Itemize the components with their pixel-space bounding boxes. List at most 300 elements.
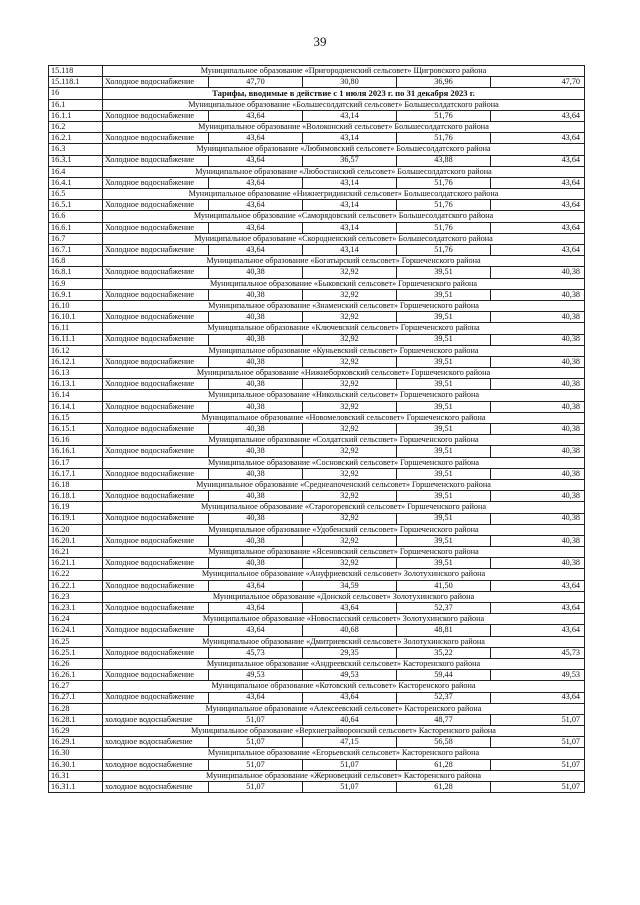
tariff-value-3: 48,81	[397, 625, 491, 636]
row-number: 15.118.1	[49, 77, 103, 88]
row-number: 16.28	[49, 703, 103, 714]
municipality-name: Муниципальное образование «Ключевский сельсовет» Горшеченского района	[103, 323, 585, 334]
row-number: 16.21.1	[49, 558, 103, 569]
tariff-value-2: 32,92	[303, 267, 397, 278]
tariff-value-1: 51,07	[209, 714, 303, 725]
row-number: 16.15.1	[49, 424, 103, 435]
municipality-name: Муниципальное образование «Быковский сельсовет» Горшеченского района	[103, 278, 585, 289]
tariff-value-3: 48,77	[397, 714, 491, 725]
municipality-row	[49, 99, 585, 110]
tariff-value-1: 43,64	[209, 133, 303, 144]
tariff-row	[49, 513, 585, 524]
municipality-row	[49, 502, 585, 513]
tariff-value-2: 32,92	[303, 446, 397, 457]
tariff-value-1: 47,70	[209, 77, 303, 88]
municipality-row	[49, 770, 585, 781]
tariff-value-1: 40,38	[209, 446, 303, 457]
service-name: холодное водоснабжение	[103, 737, 209, 748]
municipality-row	[49, 658, 585, 669]
tariff-value-2: 51,07	[303, 782, 397, 793]
municipality-name: Муниципальное образование «Котовский сельсовет» Касторенского района	[103, 681, 585, 692]
row-number: 16.23	[49, 591, 103, 602]
tariff-value-3: 39,51	[397, 356, 491, 367]
tariff-value-1: 40,38	[209, 289, 303, 300]
tariff-row	[49, 334, 585, 345]
tariff-value-2: 32,92	[303, 424, 397, 435]
row-number: 15.118	[49, 66, 103, 77]
tariff-value-1: 43,64	[209, 625, 303, 636]
tariff-value-4: 43,64	[491, 245, 585, 256]
municipality-name: Муниципальное образование «Нижнегридинский сельсовет» Большесолдатского района	[103, 189, 585, 200]
municipality-row	[49, 681, 585, 692]
tariff-value-2: 43,14	[303, 110, 397, 121]
tariff-value-4: 40,38	[491, 535, 585, 546]
municipality-row	[49, 547, 585, 558]
row-number: 16.16.1	[49, 446, 103, 457]
service-name: Холодное водоснабжение	[103, 446, 209, 457]
tariff-row	[49, 714, 585, 725]
service-name: Холодное водоснабжение	[103, 245, 209, 256]
row-number: 16.13.1	[49, 379, 103, 390]
municipality-row	[49, 412, 585, 423]
tariff-row	[49, 468, 585, 479]
municipality-name: Муниципальное образование «Любимовский сельсовет» Большесолдатского района	[103, 144, 585, 155]
municipality-row	[49, 726, 585, 737]
row-number: 16.12.1	[49, 356, 103, 367]
tariff-value-3: 39,51	[397, 267, 491, 278]
tariff-value-3: 59,44	[397, 670, 491, 681]
tariff-value-1: 40,38	[209, 424, 303, 435]
row-number: 16.4.1	[49, 177, 103, 188]
tariff-value-4: 40,38	[491, 267, 585, 278]
tariff-value-1: 45,73	[209, 647, 303, 658]
municipality-name: Муниципальное образование «Старогоревский сельсовет» Горшеченского района	[103, 502, 585, 513]
row-number: 16.30.1	[49, 759, 103, 770]
tariff-row	[49, 647, 585, 658]
tariff-value-4: 43,64	[491, 200, 585, 211]
tariff-value-3: 39,51	[397, 401, 491, 412]
service-name: Холодное водоснабжение	[103, 424, 209, 435]
row-number: 16.12	[49, 345, 103, 356]
tariff-value-2: 32,92	[303, 312, 397, 323]
row-number: 16.6	[49, 211, 103, 222]
tariff-value-1: 40,38	[209, 468, 303, 479]
municipality-name: Муниципальное образование «Удобенский сельсовет» Горшеченского района	[103, 524, 585, 535]
municipality-row	[49, 166, 585, 177]
tariff-value-3: 41,50	[397, 580, 491, 591]
tariff-value-4: 40,38	[491, 312, 585, 323]
row-number: 16.8	[49, 256, 103, 267]
municipality-row	[49, 211, 585, 222]
tariff-row	[49, 245, 585, 256]
row-number: 16.23.1	[49, 603, 103, 614]
tariff-row	[49, 177, 585, 188]
municipality-row	[49, 435, 585, 446]
row-number: 16.26.1	[49, 670, 103, 681]
municipality-row	[49, 569, 585, 580]
tariff-value-3: 39,51	[397, 334, 491, 345]
tariff-value-2: 32,92	[303, 558, 397, 569]
service-name: Холодное водоснабжение	[103, 155, 209, 166]
tariff-value-2: 43,14	[303, 245, 397, 256]
row-number: 16.24	[49, 614, 103, 625]
tariff-value-3: 61,28	[397, 782, 491, 793]
tariff-value-4: 51,07	[491, 782, 585, 793]
service-name: Холодное водоснабжение	[103, 603, 209, 614]
tariff-value-3: 39,51	[397, 491, 491, 502]
row-number: 16.4	[49, 166, 103, 177]
tariff-value-1: 43,64	[209, 245, 303, 256]
tariff-value-2: 32,92	[303, 379, 397, 390]
row-number: 16.7.1	[49, 245, 103, 256]
tariff-value-3: 39,51	[397, 513, 491, 524]
tariff-value-1: 40,38	[209, 558, 303, 569]
row-number: 16.11.1	[49, 334, 103, 345]
tariff-value-2: 47,15	[303, 737, 397, 748]
row-number: 16.25	[49, 636, 103, 647]
row-number: 16.2.1	[49, 133, 103, 144]
row-number: 16.18.1	[49, 491, 103, 502]
municipality-row	[49, 66, 585, 77]
service-name: Холодное водоснабжение	[103, 289, 209, 300]
municipality-name: Муниципальное образование «Любостанский сельсовет» Большесолдатского района	[103, 166, 585, 177]
tariff-value-1: 43,64	[209, 177, 303, 188]
tariff-value-1: 51,07	[209, 782, 303, 793]
tariff-value-4: 43,64	[491, 155, 585, 166]
row-number: 16.15	[49, 412, 103, 423]
row-number: 16.6.1	[49, 222, 103, 233]
municipality-row	[49, 368, 585, 379]
row-number: 16.25.1	[49, 647, 103, 658]
row-number: 16.5	[49, 189, 103, 200]
tariff-value-2: 43,14	[303, 133, 397, 144]
municipality-name: Муниципальное образование «Богатырский сельсовет» Горшеченского района	[103, 256, 585, 267]
tariff-row	[49, 155, 585, 166]
municipality-row	[49, 121, 585, 132]
municipality-row	[49, 479, 585, 490]
row-number: 16.9	[49, 278, 103, 289]
tariff-row	[49, 446, 585, 457]
service-name: Холодное водоснабжение	[103, 133, 209, 144]
service-name: Холодное водоснабжение	[103, 177, 209, 188]
tariff-value-4: 47,70	[491, 77, 585, 88]
tariff-value-4: 43,64	[491, 580, 585, 591]
tariff-row	[49, 491, 585, 502]
row-number: 16.7	[49, 233, 103, 244]
tariff-value-1: 40,38	[209, 491, 303, 502]
tariff-value-3: 56,58	[397, 737, 491, 748]
row-number: 16.10	[49, 300, 103, 311]
tariff-value-4: 51,07	[491, 737, 585, 748]
tariff-value-2: 43,14	[303, 177, 397, 188]
service-name: Холодное водоснабжение	[103, 379, 209, 390]
tariff-value-2: 32,92	[303, 356, 397, 367]
tariff-value-2: 43,14	[303, 222, 397, 233]
row-number: 16.13	[49, 368, 103, 379]
tariff-value-4: 40,38	[491, 491, 585, 502]
service-name: Холодное водоснабжение	[103, 110, 209, 121]
tariff-row	[49, 312, 585, 323]
service-name: холодное водоснабжение	[103, 782, 209, 793]
municipality-row	[49, 278, 585, 289]
tariff-value-1: 43,64	[209, 200, 303, 211]
tariff-row	[49, 267, 585, 278]
tariff-value-2: 43,64	[303, 692, 397, 703]
row-number: 16.2	[49, 121, 103, 132]
municipality-name: Муниципальное образование «Новоспасский сельсовет» Золотухинского района	[103, 614, 585, 625]
service-name: Холодное водоснабжение	[103, 77, 209, 88]
row-number: 16.18	[49, 479, 103, 490]
tariff-value-2: 49,53	[303, 670, 397, 681]
tariff-value-2: 40,68	[303, 625, 397, 636]
row-number: 16.17	[49, 457, 103, 468]
municipality-name: Муниципальное образование «Новомеловский сельсовет» Горшеченского района	[103, 412, 585, 423]
tariff-row	[49, 379, 585, 390]
tariff-value-3: 39,51	[397, 424, 491, 435]
tariff-value-1: 40,38	[209, 312, 303, 323]
tariff-row	[49, 759, 585, 770]
municipality-row	[49, 233, 585, 244]
municipality-row	[49, 703, 585, 714]
row-number: 16.29.1	[49, 737, 103, 748]
tariff-value-2: 32,92	[303, 468, 397, 479]
tariff-value-4: 43,64	[491, 692, 585, 703]
municipality-name: Муниципальное образование «Ануфриевский сельсовет» Золотухинского района	[103, 569, 585, 580]
municipality-row	[49, 189, 585, 200]
tariff-row	[49, 222, 585, 233]
tariff-value-1: 43,64	[209, 603, 303, 614]
municipality-row	[49, 636, 585, 647]
tariff-value-1: 49,53	[209, 670, 303, 681]
service-name: Холодное водоснабжение	[103, 267, 209, 278]
tariff-value-1: 43,64	[209, 222, 303, 233]
tariff-value-3: 51,76	[397, 222, 491, 233]
tariff-value-2: 32,92	[303, 289, 397, 300]
service-name: Холодное водоснабжение	[103, 334, 209, 345]
municipality-name: Муниципальное образование «Куньевский сельсовет» Горшеченского района	[103, 345, 585, 356]
service-name: Холодное водоснабжение	[103, 513, 209, 524]
tariff-value-2: 32,92	[303, 401, 397, 412]
service-name: холодное водоснабжение	[103, 759, 209, 770]
municipality-row	[49, 300, 585, 311]
row-number: 16.9.1	[49, 289, 103, 300]
tariff-value-2: 51,07	[303, 759, 397, 770]
row-number: 16.3	[49, 144, 103, 155]
tariff-value-4: 45,73	[491, 647, 585, 658]
tariff-value-2: 40,64	[303, 714, 397, 725]
municipality-name: Муниципальное образование «Пригородненский сельсовет» Щигровского района	[103, 66, 585, 77]
tariff-row	[49, 737, 585, 748]
row-number: 16.27	[49, 681, 103, 692]
tariff-value-1: 40,38	[209, 535, 303, 546]
tariff-row	[49, 356, 585, 367]
tariff-value-3: 36,96	[397, 77, 491, 88]
row-number: 16.22.1	[49, 580, 103, 591]
tariff-value-3: 39,51	[397, 312, 491, 323]
row-number: 16.11	[49, 323, 103, 334]
tariff-value-4: 40,38	[491, 356, 585, 367]
tariff-row	[49, 580, 585, 591]
tariff-value-3: 51,76	[397, 177, 491, 188]
tariff-value-2: 32,92	[303, 334, 397, 345]
tariff-value-4: 40,38	[491, 446, 585, 457]
municipality-row	[49, 614, 585, 625]
tariff-value-3: 35,22	[397, 647, 491, 658]
tariff-value-3: 52,37	[397, 692, 491, 703]
tariff-value-4: 40,38	[491, 513, 585, 524]
row-number: 16.8.1	[49, 267, 103, 278]
row-number: 16.31.1	[49, 782, 103, 793]
municipality-name: Муниципальное образование «Большесолдатский сельсовет» Большесолдатского района	[103, 99, 585, 110]
municipality-row	[49, 390, 585, 401]
tariff-value-3: 39,51	[397, 289, 491, 300]
service-name: Холодное водоснабжение	[103, 222, 209, 233]
municipality-row	[49, 256, 585, 267]
row-number: 16.19.1	[49, 513, 103, 524]
row-number: 16.21	[49, 547, 103, 558]
tariff-value-4: 43,64	[491, 222, 585, 233]
tariff-value-1: 43,64	[209, 580, 303, 591]
municipality-row	[49, 323, 585, 334]
service-name: Холодное водоснабжение	[103, 356, 209, 367]
municipality-name: Муниципальное образование «Ясеновский сельсовет» Горшеченского района	[103, 547, 585, 558]
service-name: Холодное водоснабжение	[103, 468, 209, 479]
municipality-row	[49, 748, 585, 759]
tariff-value-1: 40,38	[209, 379, 303, 390]
tariff-value-1: 40,38	[209, 401, 303, 412]
tariff-value-2: 43,14	[303, 200, 397, 211]
tariff-value-3: 39,51	[397, 446, 491, 457]
row-number: 16.20	[49, 524, 103, 535]
tariff-value-4: 43,64	[491, 603, 585, 614]
row-number: 16.14	[49, 390, 103, 401]
section-title: Тарифы, вводимые в действие с 1 июля 2023 г. по 31 декабря 2023 г.	[103, 88, 585, 99]
tariff-row	[49, 535, 585, 546]
service-name: Холодное водоснабжение	[103, 401, 209, 412]
tariff-row	[49, 289, 585, 300]
tariff-value-1: 43,64	[209, 110, 303, 121]
row-number: 16.28.1	[49, 714, 103, 725]
tariff-row	[49, 692, 585, 703]
page-number: 39	[313, 34, 327, 49]
tariff-value-4: 43,64	[491, 177, 585, 188]
municipality-row	[49, 345, 585, 356]
tariff-row	[49, 782, 585, 793]
municipality-name: Муниципальное образование «Верхнеграйворонский сельсовет» Касторенского района	[103, 726, 585, 737]
tariff-value-4: 43,64	[491, 133, 585, 144]
tariff-row	[49, 603, 585, 614]
municipality-name: Муниципальное образование «Среднеапоченский сельсовет» Горшеченского района	[103, 479, 585, 490]
tariff-row	[49, 625, 585, 636]
section-header-row	[49, 88, 585, 99]
tariff-value-4: 51,07	[491, 714, 585, 725]
municipality-name: Муниципальное образование «Егорьевский сельсовет» Касторенского района	[103, 748, 585, 759]
service-name: Холодное водоснабжение	[103, 580, 209, 591]
service-name: Холодное водоснабжение	[103, 625, 209, 636]
municipality-name: Муниципальное образование «Знаменский сельсовет» Горшеченского района	[103, 300, 585, 311]
tariff-value-1: 43,64	[209, 155, 303, 166]
tariff-value-2: 34,59	[303, 580, 397, 591]
tariff-row	[49, 110, 585, 121]
tariff-value-1: 51,07	[209, 737, 303, 748]
tariff-row	[49, 424, 585, 435]
tariff-value-1: 40,38	[209, 334, 303, 345]
row-number: 16.20.1	[49, 535, 103, 546]
tariff-value-4: 43,64	[491, 625, 585, 636]
tariff-value-1: 43,64	[209, 692, 303, 703]
section-number: 16	[49, 88, 103, 99]
municipality-name: Муниципальное образование «Нижнеборковский сельсовет» Горшеченского района	[103, 368, 585, 379]
tariff-value-4: 40,38	[491, 558, 585, 569]
tariff-value-4: 49,53	[491, 670, 585, 681]
service-name: Холодное водоснабжение	[103, 312, 209, 323]
municipality-name: Муниципальное образование «Андреевский сельсовет» Касторенского района	[103, 658, 585, 669]
service-name: Холодное водоснабжение	[103, 647, 209, 658]
municipality-name: Муниципальное образование «Сосновский сельсовет» Горшеченского района	[103, 457, 585, 468]
tariff-value-4: 40,38	[491, 334, 585, 345]
tariff-value-1: 40,38	[209, 513, 303, 524]
tariff-value-2: 36,57	[303, 155, 397, 166]
tariff-value-4: 51,07	[491, 759, 585, 770]
tariff-value-3: 39,51	[397, 535, 491, 546]
service-name: Холодное водоснабжение	[103, 558, 209, 569]
municipality-name: Муниципальное образование «Жерновецкий сельсовет» Касторенского района	[103, 770, 585, 781]
municipality-row	[49, 457, 585, 468]
tariff-value-4: 40,38	[491, 379, 585, 390]
tariff-row	[49, 670, 585, 681]
municipality-name: Муниципальное образование «Алексеевский сельсовет» Касторенского района	[103, 703, 585, 714]
tariff-value-2: 32,92	[303, 491, 397, 502]
tariff-value-3: 51,76	[397, 133, 491, 144]
tariff-table	[48, 65, 585, 793]
tariff-value-3: 39,51	[397, 558, 491, 569]
service-name: Холодное водоснабжение	[103, 491, 209, 502]
row-number: 16.16	[49, 435, 103, 446]
tariff-value-4: 43,64	[491, 110, 585, 121]
service-name: Холодное водоснабжение	[103, 535, 209, 546]
municipality-name: Муниципальное образование «Волоконский сельсовет» Большесолдатского района	[103, 121, 585, 132]
tariff-value-3: 43,88	[397, 155, 491, 166]
row-number: 16.3.1	[49, 155, 103, 166]
municipality-row	[49, 144, 585, 155]
service-name: холодное водоснабжение	[103, 714, 209, 725]
tariff-value-1: 40,38	[209, 356, 303, 367]
tariff-value-4: 40,38	[491, 289, 585, 300]
tariff-value-1: 40,38	[209, 267, 303, 278]
tariff-value-3: 39,51	[397, 468, 491, 479]
tariff-value-3: 39,51	[397, 379, 491, 390]
tariff-value-2: 30,80	[303, 77, 397, 88]
tariff-value-4: 40,38	[491, 401, 585, 412]
service-name: Холодное водоснабжение	[103, 670, 209, 681]
tariff-value-3: 51,76	[397, 200, 491, 211]
row-number: 16.29	[49, 726, 103, 737]
row-number: 16.30	[49, 748, 103, 759]
municipality-name: Муниципальное образование «Солдатский сельсовет» Горшеченского района	[103, 435, 585, 446]
municipality-name: Муниципальное образование «Скородненский сельсовет» Большесолдатского района	[103, 233, 585, 244]
municipality-name: Муниципальное образование «Саморядовский сельсовет» Большесолдатского района	[103, 211, 585, 222]
tariff-row	[49, 200, 585, 211]
tariff-value-1: 51,07	[209, 759, 303, 770]
tariff-value-3: 61,28	[397, 759, 491, 770]
tariff-value-2: 29,35	[303, 647, 397, 658]
row-number: 16.22	[49, 569, 103, 580]
tariff-row	[49, 401, 585, 412]
row-number: 16.19	[49, 502, 103, 513]
row-number: 16.27.1	[49, 692, 103, 703]
row-number: 16.31	[49, 770, 103, 781]
municipality-name: Муниципальное образование «Донской сельсовет» Золотухинского района	[103, 591, 585, 602]
